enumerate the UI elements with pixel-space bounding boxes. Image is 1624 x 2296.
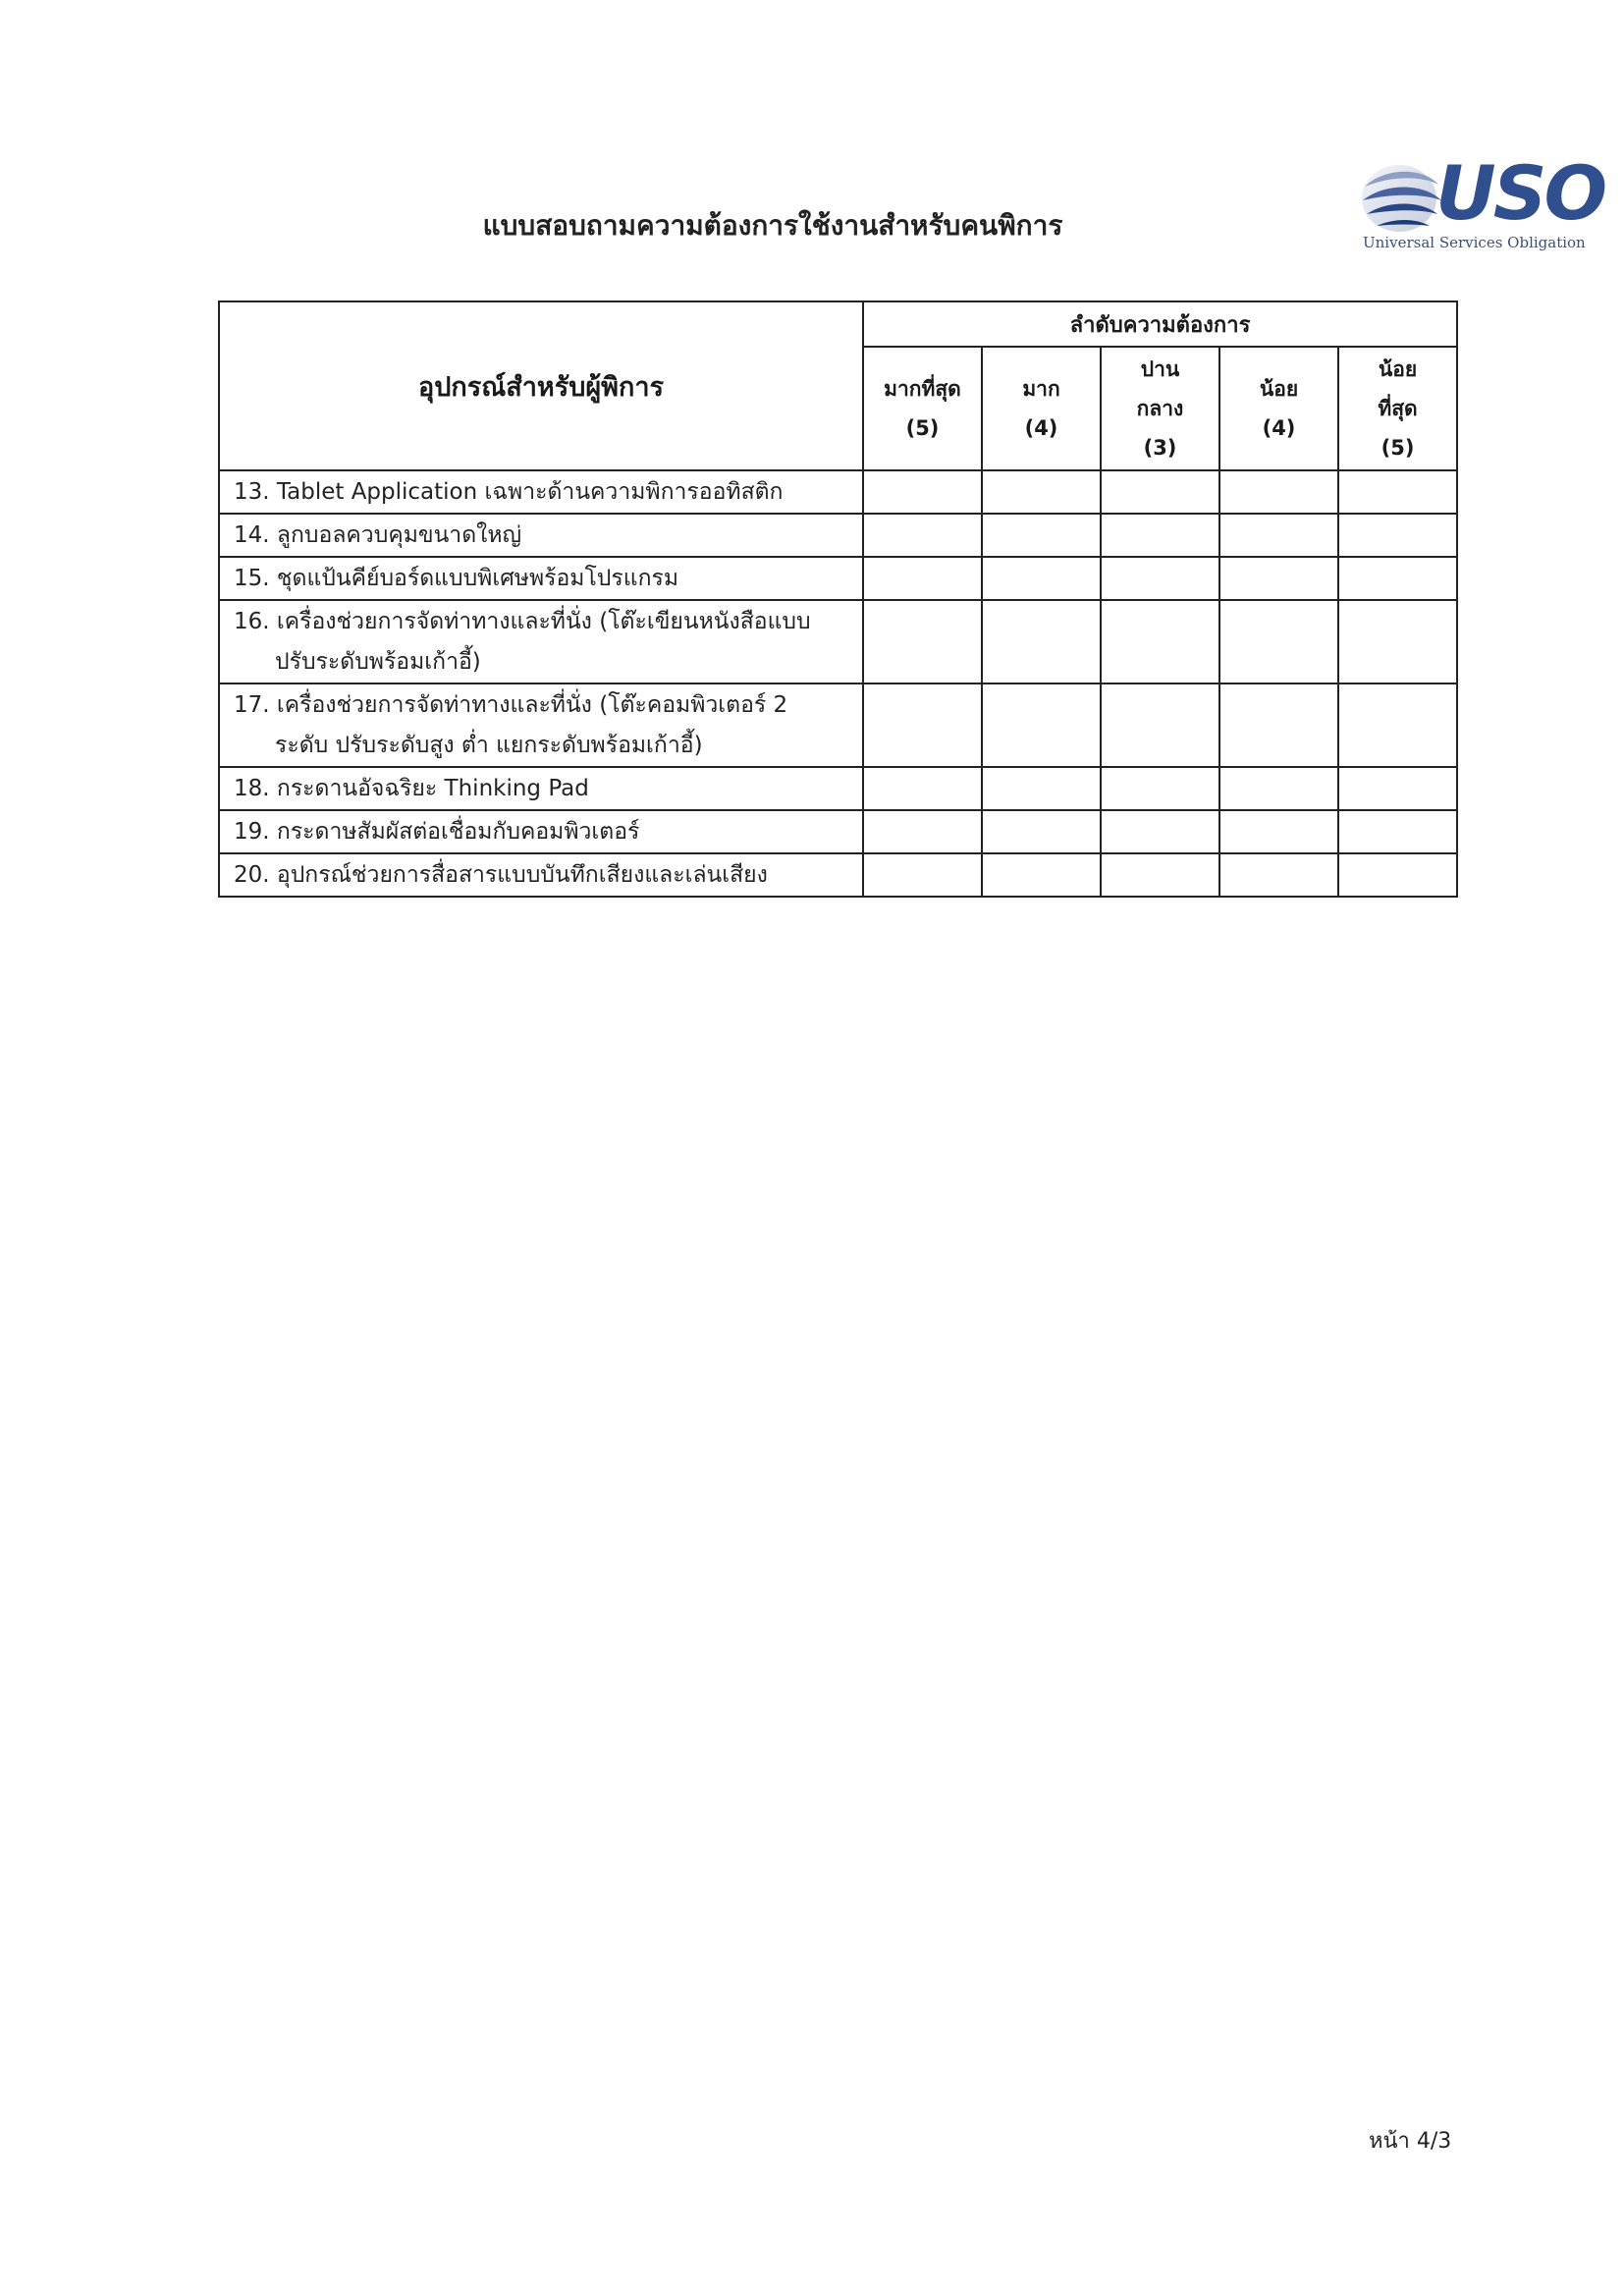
rating-cell-1[interactable] [863,514,982,557]
table-row [219,683,1457,767]
item-number: 20. [234,861,270,888]
level-header-1 [863,347,982,470]
item-text-line: ลูกบอลควบคุมขนาดใหญ่ [276,521,522,548]
item-text-line: ปรับระดับพร้อมเก้าอี้) [275,648,481,675]
level-header-line: (5) [905,416,940,440]
priority-group-header: ลำดับความต้องการ [863,301,1457,347]
rating-cell-2[interactable] [982,853,1101,897]
logo-subtitle: Universal Services Obligation [1363,234,1586,251]
table-row [219,514,1457,557]
page-title: แบบสอบถามความต้องการใช้งานสำหรับคนพิการ [482,209,1063,242]
item-number: 13. [234,478,270,505]
rating-cell-3[interactable] [1101,514,1219,557]
rating-cell-1[interactable] [863,600,982,683]
item-text-line: ชุดแป้นคีย์บอร์ดแบบพิเศษพร้อมโปรแกรม [276,565,679,591]
rating-cell-2[interactable] [982,767,1101,810]
rating-cell-4[interactable] [1219,514,1338,557]
item-text-line: Tablet Application เฉพาะด้านความพิการออทิสติก [276,478,784,505]
item-label [219,810,863,853]
rating-cell-5[interactable] [1338,514,1457,557]
rating-cell-1[interactable] [863,810,982,853]
rating-cell-3[interactable] [1101,557,1219,600]
item-label [219,853,863,897]
level-header-4 [1219,347,1338,470]
table-row [219,853,1457,897]
table-row [219,810,1457,853]
level-header-line: (5) [1380,436,1415,460]
item-text-line: กระดาษสัมผัสต่อเชื่อมกับคอมพิวเตอร์ [276,818,640,845]
rating-cell-2[interactable] [982,683,1101,767]
rating-cell-1[interactable] [863,853,982,897]
rating-cell-2[interactable] [982,810,1101,853]
rating-cell-5[interactable] [1338,810,1457,853]
item-number: 18. [234,775,270,801]
rating-cell-5[interactable] [1338,767,1457,810]
level-header-line: มากที่สุด [884,377,961,401]
rating-cell-1[interactable] [863,683,982,767]
rating-cell-3[interactable] [1101,470,1219,514]
item-number: 15. [234,565,270,591]
rating-cell-5[interactable] [1338,557,1457,600]
rating-cell-4[interactable] [1219,683,1338,767]
item-text-line: เครื่องช่วยการจัดท่าทางและที่นั่ง (โต๊ะคอมพิวเตอร์ 2 [276,691,788,718]
level-header-line: (4) [1262,416,1296,440]
item-text-line: ระดับ ปรับระดับสูง ต่ำ แยกระดับพร้อมเก้าอี้) [275,732,703,758]
rating-cell-4[interactable] [1219,767,1338,810]
item-column-header: อุปกรณ์สำหรับผู้พิการ [219,301,863,470]
level-header-5 [1338,347,1457,470]
rating-cell-2[interactable] [982,470,1101,514]
item-label [219,470,863,514]
level-header-line: มาก [1022,377,1060,401]
item-text-line: กระดานอัจฉริยะ Thinking Pad [276,775,589,801]
table-row [219,600,1457,683]
item-label [219,600,863,683]
table-row [219,767,1457,810]
survey-table [218,301,1458,898]
rating-cell-5[interactable] [1338,683,1457,767]
item-number: 17. [234,691,270,718]
item-label [219,767,863,810]
level-header-3 [1101,347,1219,470]
rating-cell-5[interactable] [1338,853,1457,897]
rating-cell-5[interactable] [1338,470,1457,514]
rating-cell-3[interactable] [1101,810,1219,853]
rating-cell-3[interactable] [1101,767,1219,810]
level-header-2 [982,347,1101,470]
rating-cell-4[interactable] [1219,470,1338,514]
level-header-line: น้อย [1378,357,1418,381]
level-header-line: (4) [1024,416,1058,440]
level-header-line: (3) [1143,436,1177,460]
rating-cell-2[interactable] [982,557,1101,600]
item-number: 16. [234,608,270,634]
rating-cell-5[interactable] [1338,600,1457,683]
item-label [219,514,863,557]
level-header-line: ที่สุด [1378,397,1418,420]
item-text-line: เครื่องช่วยการจัดท่าทางและที่นั่ง (โต๊ะเขียนหนังสือแบบ [276,608,811,634]
logo-wordmark: USO [1435,149,1605,237]
rating-cell-1[interactable] [863,767,982,810]
level-header-line: น้อย [1259,377,1299,401]
level-header-line: ปาน [1140,357,1180,381]
item-number: 14. [234,521,270,548]
item-label [219,683,863,767]
rating-cell-3[interactable] [1101,600,1219,683]
rating-cell-4[interactable] [1219,853,1338,897]
rating-cell-2[interactable] [982,600,1101,683]
rating-cell-4[interactable] [1219,600,1338,683]
rating-cell-1[interactable] [863,557,982,600]
item-label [219,557,863,600]
table-row [219,557,1457,600]
item-number: 19. [234,818,270,845]
rating-cell-1[interactable] [863,470,982,514]
table-row [219,470,1457,514]
page-number: หน้า 4/3 [1369,2129,1452,2154]
rating-cell-3[interactable] [1101,853,1219,897]
level-header-line: กลาง [1136,397,1184,420]
rating-cell-3[interactable] [1101,683,1219,767]
item-text-line: อุปกรณ์ช่วยการสื่อสารแบบบันทึกเสียงและเล่นเสียง [276,861,768,888]
rating-cell-4[interactable] [1219,557,1338,600]
rating-cell-2[interactable] [982,514,1101,557]
rating-cell-4[interactable] [1219,810,1338,853]
